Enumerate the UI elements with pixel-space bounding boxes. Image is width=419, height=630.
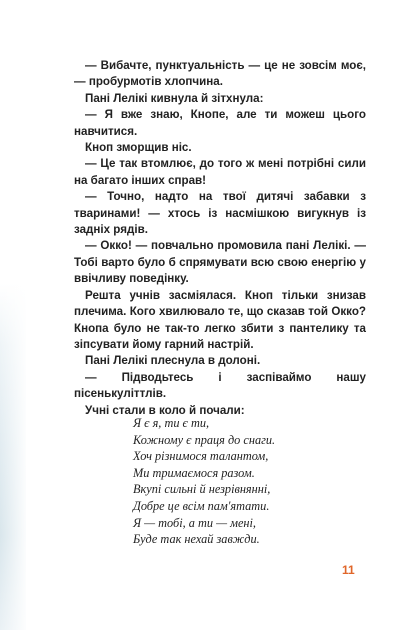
paragraph: — Я вже знаю, Кнопе, але ти можеш цього навчитися.	[74, 108, 366, 138]
poem-line: Вкупі сильні й незрівнянні,	[133, 482, 271, 497]
paragraph: — Вибачте, пунктуальність — це не зовсім моє, — пробурмотів хлопчина.	[74, 59, 366, 89]
poem-line: Я — тобі, а ти — мені,	[133, 515, 257, 530]
poem-line: Я є я, ти є ти,	[133, 416, 210, 430]
paragraph: Решта учнів засміялася. Кноп тільки знизав плечима. Кого хвилювало те, що сказав той Окко? Кнопа було не так-то легко збити з пантелику та зіпсувати йому гарний настрій.	[74, 288, 366, 351]
poem-line: Хоч різнимося талантом,	[133, 449, 269, 464]
poem-block	[133, 415, 275, 548]
paragraph: Учні стали в коло й почали:	[85, 403, 245, 417]
paragraph: Кноп зморщив ніс.	[85, 141, 192, 155]
poem-line: Добре це всім пам'ятати.	[133, 498, 270, 513]
poem-line: Буде так нехай завжди.	[133, 532, 260, 547]
paragraph: — Підводьтесь і заспіваймо нашу пісенькуліттлів.	[74, 370, 366, 401]
prose-block	[74, 58, 366, 419]
paragraph: — Це так втомлює, до того ж мені потрібні сили на багато інших справ!	[74, 157, 366, 187]
paragraph: — Точно, надто на твої дитячі забавки з тваринами! — хтось із насмішкою вигукнув із задніх рядів.	[74, 190, 366, 237]
paragraph: Пані Лелікі кивнула й зітхнула:	[85, 91, 264, 105]
paragraph: Пані Лелікі плеснула в долоні.	[85, 354, 261, 368]
poem-line: Ми тримаємося разом.	[133, 465, 255, 480]
poem-line: Кожному є праця до снаги.	[133, 432, 276, 447]
paragraph: — Окко! — повчально промовила пані Лелікі. — Тобі варто було б спрямувати всю свою енергію у ввічливу поведінку.	[74, 239, 366, 286]
page-number: 11	[342, 563, 355, 577]
